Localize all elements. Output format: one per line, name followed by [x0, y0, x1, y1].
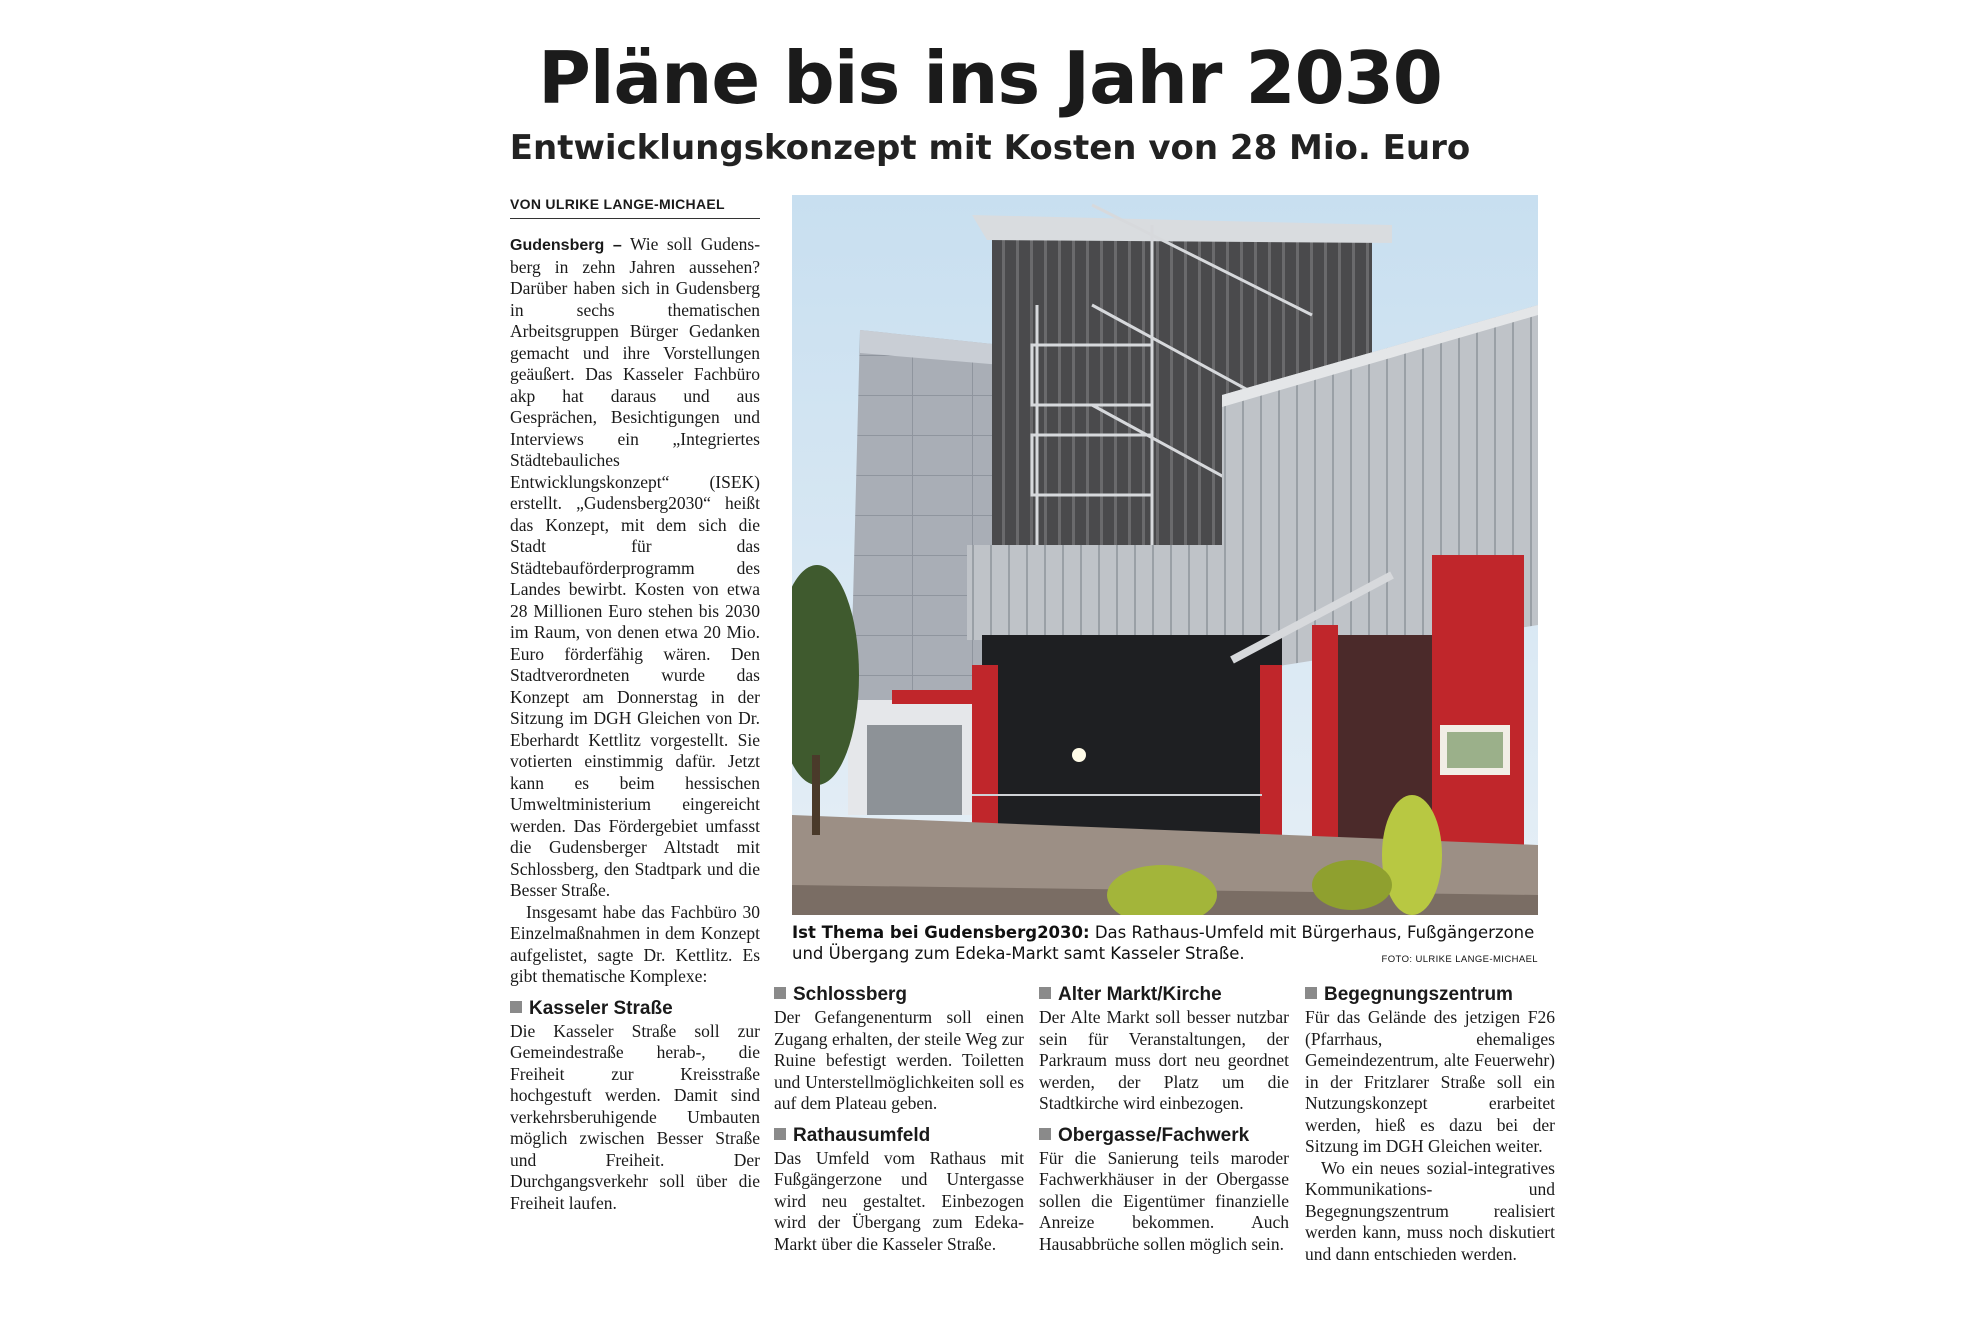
dateline: Gudensberg –: [510, 237, 622, 254]
section-heading-rathausumfeld: Rathausumfeld: [774, 1125, 1024, 1147]
intro-paragraph: Insgesamt habe das Fachbüro 30 Einzelmaßnahmen in dem Konzept aufgelistet, sagte Dr. Kettlitz. Es gibt thematische Komplexe:: [510, 901, 760, 986]
section-bullet-icon: [1039, 987, 1051, 999]
section-text-alter-markt: Der Alte Markt soll besser nutzbar sein für Veranstaltungen, der Parkraum muss dort neu geordnet werden, der Platz um die Stadtkirche wird einbezogen.: [1039, 1007, 1289, 1113]
section-heading-kasseler-strasse: Kasseler Straße: [510, 998, 760, 1020]
photo-caption: [792, 922, 1538, 970]
section-bullet-icon: [1305, 987, 1317, 999]
article-column-3: [1039, 984, 1289, 1255]
subheadline: Entwicklungskonzept mit Kosten von 28 Mio. Euro: [509, 128, 1471, 168]
section-bullet-icon: [510, 1001, 522, 1013]
article-photo: [792, 195, 1538, 915]
section-heading-obergasse: Obergasse/Fachwerk: [1039, 1125, 1289, 1147]
section-text-rathausumfeld: Das Umfeld vom Rathaus mit Fußgängerzone und Untergasse wird neu gestaltet. Einbezogen wird der Übergang zum Edeka-Markt über die Kasseler Straße.: [774, 1147, 1024, 1254]
lead-text: Wie soll Gudensberg in zehn Jahren aussehen? Darüber haben sich in Gudensberg in sechs thematischen Arbeitsgruppen Bürger Gedanken gemacht und ihre Vorstellungen geäußert. Das Kasseler Fachbüro akp hat daraus und aus Gesprächen, Besichtigungen und Interviews ein „Integriertes Städtebauliches Entwicklungskonzept“ (ISEK) erstellt. „Gudensberg2030“ heißt das Konzept, mit dem sich die Stadt für das Städtebauförderprogramm des Landes bewirbt. Kosten von etwa 28 Millionen Euro stehen bis 2030 im Raum, von denen etwa 20 Mio. Euro förderfähig wären. Den Stadtverordneten wurde das Konzept am Donnerstag in der Sitzung im DGH Gleichen von Dr. Eberhardt Kettlitz vorgestellt. Sie votierten einstimmig dafür. Jetzt kann es beim hessischen Umweltministerium eingereicht werden. Das Fördergebiet umfasst die Gudensberger Altstadt mit Schlossberg, den Stadtpark und die Besser Straße.: [510, 234, 761, 900]
headline: Pläne bis ins Jahr 2030: [538, 36, 1442, 120]
caption-text: Das Rathaus-Umfeld mit Bürgerhaus, Fußgängerzone und Übergang zum Edeka-Markt samt Kasseler Straße.: [792, 923, 1535, 963]
lead-paragraph: [510, 234, 760, 902]
article-column-4: [1305, 984, 1555, 1265]
section-text-kasseler-strasse: Die Kasseler Straße soll zur Gemeindestraße herab-, die Freiheit zur Kreisstraße hochgestuft werden. Damit sind verkehrsberuhigende Umbauten möglich zwischen Besser Straße und Freiheit. Der Durchgangsverkehr soll über die Freiheit laufen.: [510, 1020, 760, 1213]
section-text-begegnungszentrum: Für das Gelände des jetzigen F26 (Pfarrhaus, ehemaliges Gemeindezentrum, alte Feuerwehr) in der Fritzlarer Straße soll ein Nutzungskonzept erarbeitet werden, hieß es dazu bei der Sitzung im DGH Gleichen weiter.: [1305, 1007, 1555, 1156]
section-bullet-icon: [774, 987, 786, 999]
closing-paragraph: Wo ein neues sozial-integratives Kommunikations- und Begegnungszentrum realisiert werden kann, muss noch diskutiert und dann entschieden werden.: [1305, 1157, 1555, 1264]
photo-credit: FOTO: ULRIKE LANGE-MICHAEL: [1381, 954, 1538, 965]
caption-bold: Ist Thema bei Gudensberg2030:: [792, 923, 1090, 942]
section-bullet-icon: [1039, 1128, 1051, 1140]
section-text-schlossberg: Der Gefangenenturm soll einen Zugang erhalten, der steile Weg zur Ruine befestigt werden. Toiletten und Unterstellmöglichkeiten soll es auf dem Plateau geben.: [774, 1007, 1024, 1113]
article-column-1: [510, 234, 760, 1214]
section-heading-begegnungszentrum: Begegnungszentrum: [1305, 984, 1555, 1006]
section-heading-alter-markt: Alter Markt/Kirche: [1039, 984, 1289, 1006]
article-column-2: [774, 984, 1024, 1255]
byline: VON ULRIKE LANGE-MICHAEL: [510, 196, 760, 219]
section-heading-schlossberg: Schlossberg: [774, 984, 1024, 1006]
section-bullet-icon: [774, 1128, 786, 1140]
section-text-obergasse: Für die Sanierung teils maroder Fachwerkhäuser in der Obergasse sollen die Eigentümer finanzielle Anreize bekommen. Auch Hausabbrüche sollen möglich sein.: [1039, 1147, 1289, 1254]
